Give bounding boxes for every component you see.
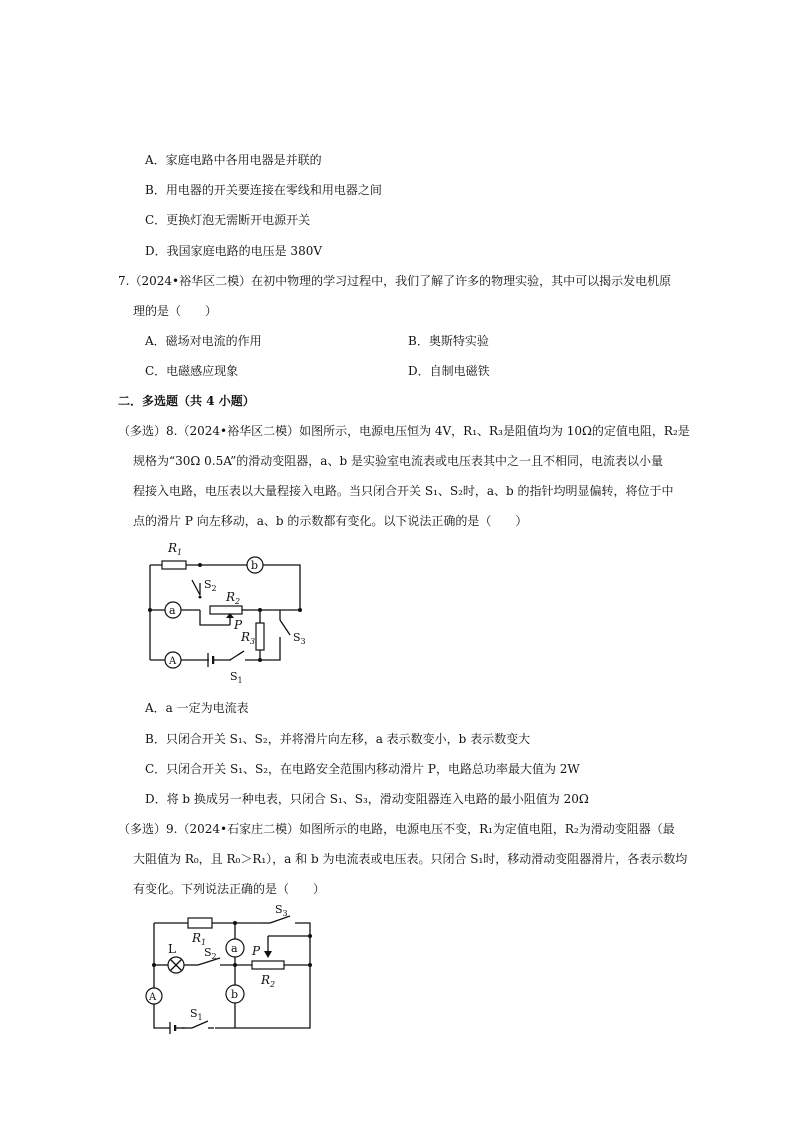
svg-text:b: b (231, 988, 239, 1001)
svg-text:A: A (169, 656, 177, 667)
q9-resistor-r1 (188, 918, 212, 928)
q8-resistor-r3 (256, 623, 264, 650)
svg-text:R2: $R_2$ (226, 590, 241, 606)
q6-option-c: C．更换灯泡无需断开电源开关 (145, 213, 311, 227)
q8-resistor-r1 (162, 561, 186, 569)
svg-text:S1: $S_1$ (230, 670, 243, 685)
q8-option-b: B．只闭合开关 S₁、S₂，并将滑片向左移，a 表示数变小，b 表示数变大 (145, 732, 531, 746)
svg-text:R2: $R_2$ (261, 973, 276, 989)
q6-option-d: D．我国家庭电路的电压是 380V (145, 244, 323, 258)
q9-circuit-diagram (140, 903, 320, 1043)
q6-option-a: A．家庭电路中各用电器是并联的 (145, 153, 322, 167)
q7-option-c: C．电磁感应现象 (145, 364, 239, 378)
q7-option-b: B．奥斯特实验 (408, 334, 489, 348)
svg-text:a: a (231, 942, 238, 955)
svg-text:A: A (149, 992, 157, 1003)
q7-option-a: A．磁场对电流的作用 (145, 334, 262, 348)
q8-switch-s3 (280, 620, 290, 635)
svg-text:L: L (168, 942, 176, 956)
q8-switch-s2 (192, 580, 200, 595)
svg-text:a: a (169, 604, 176, 617)
svg-text:P: P (234, 618, 243, 632)
svg-text:S3: $S_3$ (293, 631, 306, 646)
q8-option-d: D．将 b 换成另一种电表，只闭合 S₁、S₃，滑动变阻器连入电路的最小阻值为 20Ω (145, 792, 589, 806)
q9-stem-line1: （多选）9.（2024•石家庄二模）如图所示的电路，电源电压不变，R₁为定值电阻，R₂为滑动变阻器（最 (118, 822, 675, 836)
svg-text:R3: $R_3$ (241, 630, 256, 646)
svg-text:S2: $S_2$ (204, 946, 217, 961)
svg-text:b: b (251, 559, 259, 572)
q8-rheostat-r2 (210, 606, 242, 614)
q7-stem-line1: 7.（2024•裕华区二模）在初中物理的学习过程中，我们了解了许多的物理实验，其中可以揭示发电机原 (118, 274, 672, 288)
svg-text:P: P (252, 944, 261, 958)
q6-option-b: B．用电器的开关要连接在零线和用电器之间 (145, 183, 382, 197)
q8-stem-line2: 规格为“30Ω 0.5A”的滑动变阻器，a、b 是实验室电流表或电压表其中之一且不相同，电流表以小量 (133, 454, 663, 468)
section-title-multiple-choice: 二．多选题（共 4 小题） (118, 394, 255, 408)
q9-slider-p (264, 951, 272, 958)
svg-text:R1: $R_1$ (168, 541, 183, 557)
q7-option-d: D．自制电磁铁 (408, 364, 490, 378)
q9-rheostat-r2 (252, 961, 284, 969)
q9-stem-line2: 大阻值为 R₀，且 R₀＞R₁），a 和 b 为电流表或电压表。只闭合 S₁时，移动滑动变阻器滑片，各表示数均 (133, 852, 688, 866)
q8-stem-line3: 程接入电路，电压表以大量程接入电路。当只闭合开关 S₁、S₂时，a、b 的指针均明显偏转，将位于中 (133, 484, 674, 498)
svg-text:S2: $S_2$ (204, 578, 217, 593)
q7-stem-line2: 理的是（ ） (133, 304, 218, 318)
q8-stem-line1: （多选）8.（2024•裕华区二模）如图所示，电源电压恒为 4V，R₁、R₃是阻值均为 10Ω的定值电阻，R₂是 (118, 424, 690, 438)
q8-option-c: C．只闭合开关 S₁、S₂，在电路安全范围内移动滑片 P，电路总功率最大值为 2W (145, 762, 580, 776)
q9-stem-line3: 有变化。下列说法正确的是（ ） (133, 882, 326, 896)
q8-option-a: A．a 一定为电流表 (145, 701, 249, 715)
svg-text:S3: $S_3$ (275, 903, 288, 918)
q8-stem-line4: 点的滑片 P 向左移动，a、b 的示数都有变化。以下说法正确的是（ ） (133, 514, 528, 528)
svg-text:R1: $R_1$ (192, 931, 207, 947)
q8-circuit-diagram (140, 535, 320, 685)
q9-switch-s2 (198, 958, 220, 965)
svg-text:S1: $S_1$ (190, 1007, 203, 1022)
